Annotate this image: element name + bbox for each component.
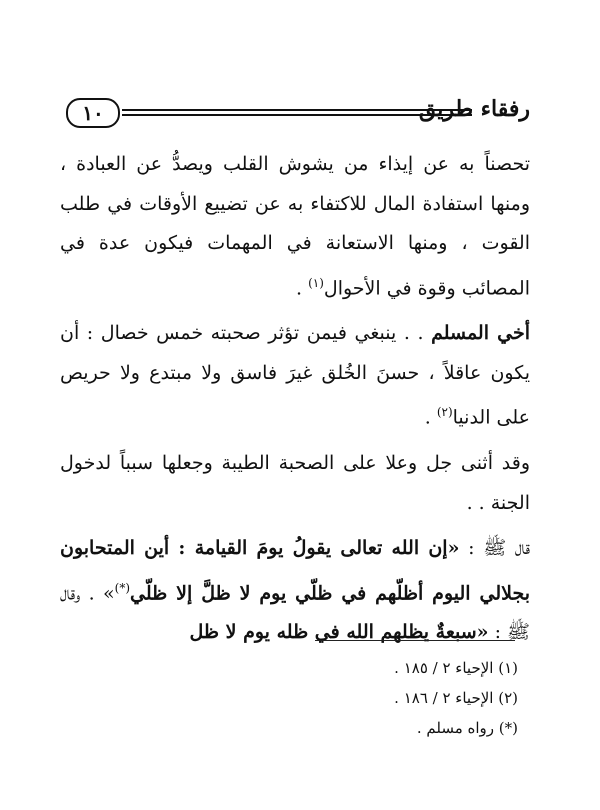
book-title: رفقاء طريق [418,96,530,122]
paragraph-1-end: . [295,276,309,299]
footnote-star: (*) رواه مسلم . [416,719,518,737]
hadith-1: «إن الله تعالى يقولُ يومَ القيامة : أين المتحابون بجلالي اليوم أظلّهم في ظلّي يوم لا ظلَّ إلا ظلّي [60,537,530,604]
footnote-ref-star: (*) [114,580,131,595]
footnote-divider [315,640,515,641]
paragraph-4-mid: » . وقال ﷺ : [60,581,530,644]
paragraph-2-text: . . ينبغي فيمن تؤثر صحبته خمس خصال : أن يكون عاقلاً ، حسنَ الخُلق غيرَ فاسق ولا مبتدع ولا حريص على الدنيا [60,322,530,429]
paragraph-3: وقد أثنى جل وعلا على الصحبة الطيبة وجعلها سبباً لدخول الجنة . . [60,452,530,514]
paragraph-1 [60,145,530,308]
footnotes [60,653,518,743]
footnote-2: (٢) الإحياء ٢ / ١٨٦ . [394,689,518,707]
paragraph-4-intro: قال ﷺ : [459,537,530,560]
footnote-1: (١) الإحياء ٢ / ١٨٥ . [394,659,518,677]
paragraph-2-lead: أخي المسلم [431,322,530,345]
footnote-ref-1: (١) [308,275,324,290]
footnote-ref-2: (٢) [436,405,453,420]
page-header [60,98,530,128]
main-text [60,145,530,653]
paragraph-2-end: . [424,406,437,429]
page-number: ١٠ [66,98,120,128]
hadith-2: «سبعةٌ يظلهم الله في ظله يوم لا ظل [189,621,489,644]
paragraph-2 [60,314,530,438]
paragraph-4 [60,529,530,653]
paragraph-1-text: تحصناً به عن إيذاء من يشوش القلب ويصدُّ عن العبادة ، ومنها استفادة المال للاكتفاء به عن تضييع الأوقات في طلب القوت ، ومنها الاستعانة في المهمات فيكون عدة في المصائب وقوة في الأحوال [60,153,530,299]
